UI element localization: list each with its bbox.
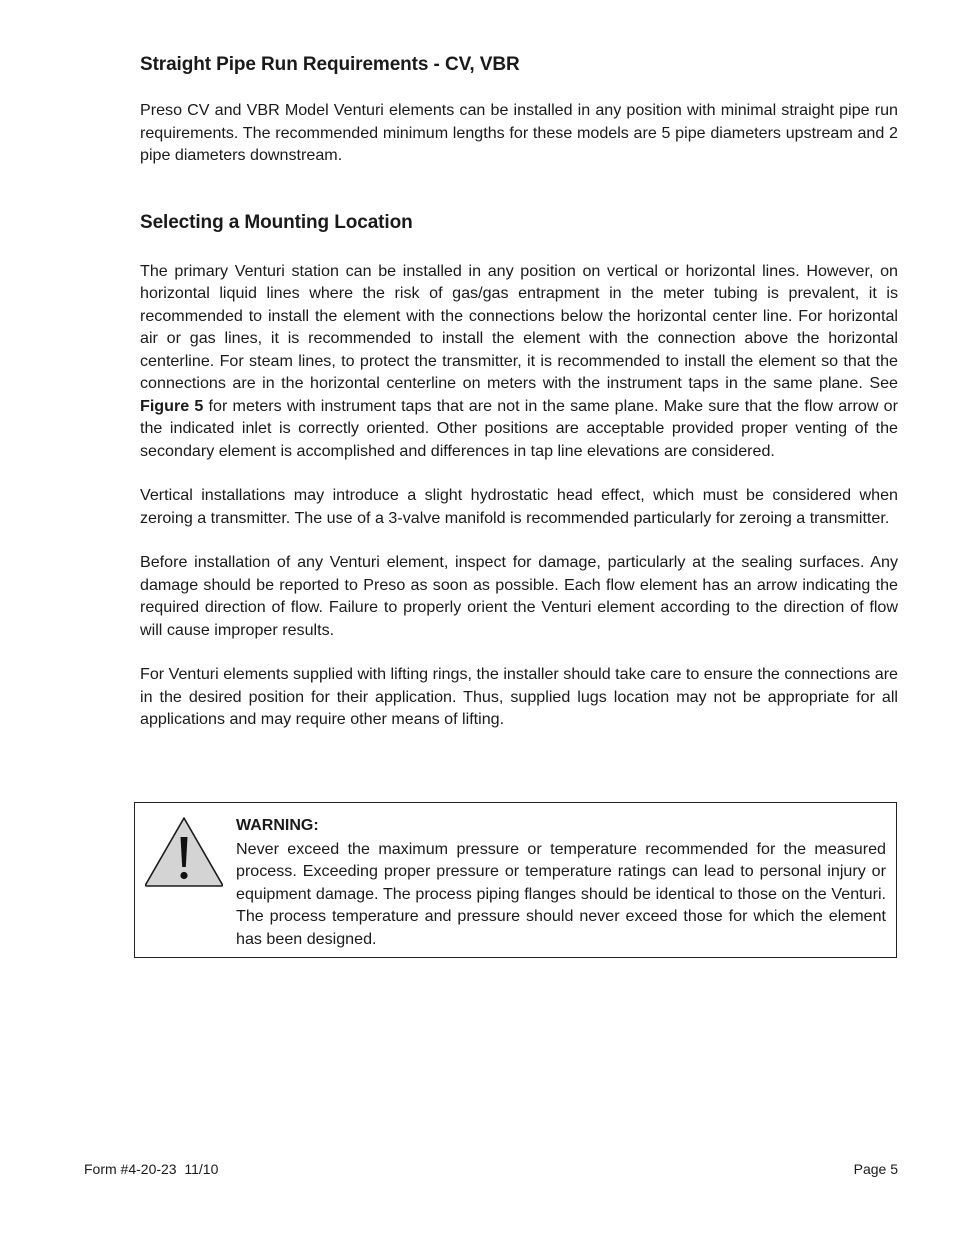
- figure-reference: Figure 5: [140, 396, 204, 415]
- paragraph-mounting-location: [140, 260, 898, 463]
- page-content: [140, 52, 898, 731]
- footer-page-number: Page 5: [853, 1161, 898, 1177]
- paragraph-vertical-installations: Vertical installations may introduce a slight hydrostatic head effect, which must be considered when zeroing a transmitter. The use of a 3-valve manifold is recommended particularly for zeroing a transmitter.: [140, 486, 898, 527]
- paragraph-text: for meters with instrument taps that are not in the same plane. Make sure that the flow arrow or the indicated inlet is correctly oriented. Other positions are acceptable provided proper venting of the secondary element is accomplished and differences in tap line elevations are considered.: [140, 396, 898, 460]
- paragraph-inspection: Before installation of any Venturi element, inspect for damage, particularly at the sealing surfaces. Any damage should be reported to Preso as soon as possible. Each flow element has an arrow indicating the required direction of flow. Failure to properly orient the Venturi element according to the direction of flow will cause improper results.: [140, 553, 898, 639]
- section-heading-straight-pipe: Straight Pipe Run Requirements - CV, VBR: [140, 54, 520, 75]
- warning-title: WARNING:: [236, 817, 319, 834]
- warning-text: [236, 815, 886, 950]
- section-heading-mounting-location: Selecting a Mounting Location: [140, 211, 413, 233]
- paragraph-straight-pipe: Preso CV and VBR Model Venturi elements can be installed in any position with minimal straight pipe run requirements. The recommended minimum lengths for these models are 5 pipe diameters upstream and 2 pipe diameters downstream.: [140, 101, 898, 164]
- warning-triangle-icon: [143, 815, 225, 889]
- warning-box: [134, 802, 897, 958]
- paragraph-text: The primary Venturi station can be installed in any position on vertical or horizontal lines. However, on horizontal liquid lines where the risk of gas/gas entrapment in the meter tubing is prevalent, it is recommended to install the element with the connections below the horizontal center line. For horizontal air or gas lines, it is recommended to install the element with the connection above the horizontal centerline. For steam lines, to protect the transmitter, it is recommended to install the element so that the connections are in the horizontal centerline on meters with the instrument taps in the same plane. See: [140, 261, 898, 392]
- warning-body: Never exceed the maximum pressure or temperature recommended for the measured process. Exceeding proper pressure or temperature ratings can lead to personal injury or equipment damage. The process piping flanges should be identical to those on the Venturi. The process temperature and pressure should never exceed those for which the element has been designed.: [236, 839, 886, 948]
- paragraph-lifting-rings: For Venturi elements supplied with lifting rings, the installer should take care to ensure the connections are in the desired position for their application. Thus, supplied lugs location may not be appropriate for all applications and may require other means of lifting.: [140, 665, 898, 728]
- footer-form-number: Form #4-20-23 11/10: [84, 1161, 219, 1177]
